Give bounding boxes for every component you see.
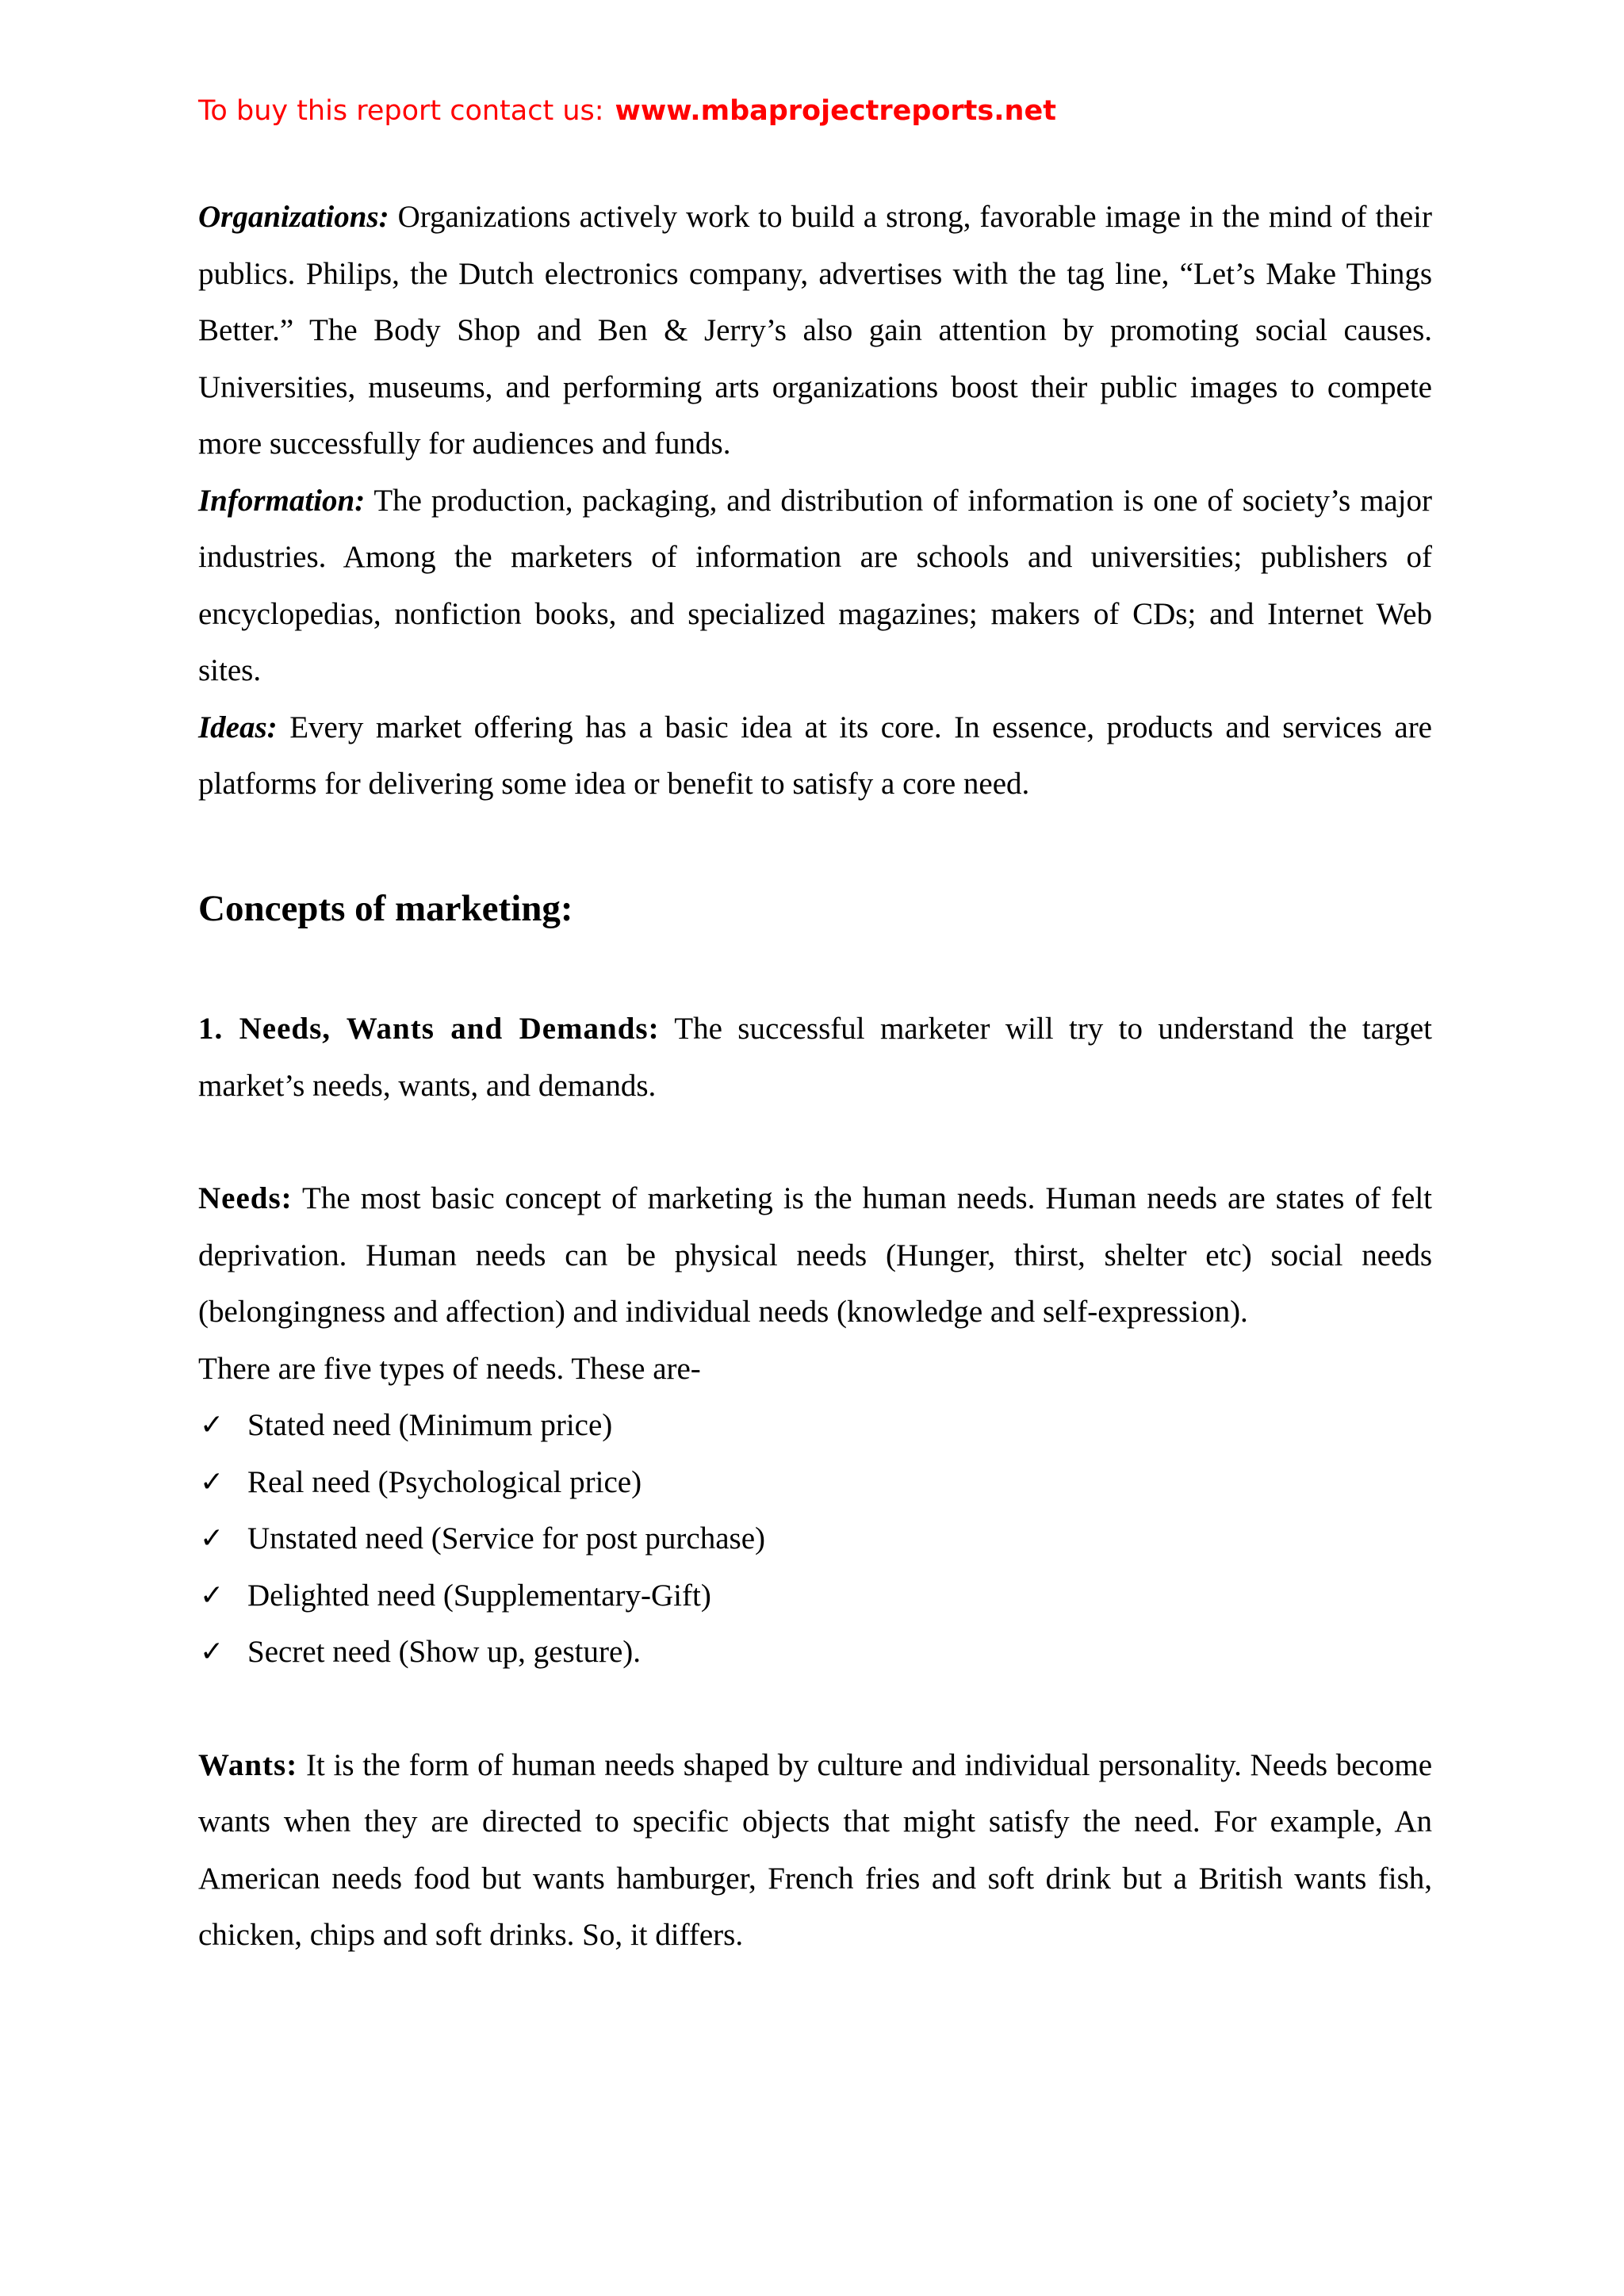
term-ideas: Ideas: — [198, 710, 278, 744]
header-url-link[interactable]: www.mbaprojectreports.net — [615, 95, 1056, 127]
list-item — [198, 1454, 1432, 1511]
checkmark-icon: ✓ — [200, 1522, 224, 1555]
document-body — [198, 189, 1432, 1964]
checkmark-icon: ✓ — [200, 1465, 224, 1498]
text-information: The production, packaging, and distribution of information is one of society’s major industries. Among the marketers of information are schools and universities; publishers of encyclopedias, nonfiction books, and specialized magazines; makers of CDs; and Internet Web sites. — [198, 483, 1432, 687]
text-organizations: Organizations actively work to build a strong, favorable image in the mind of their publics. Philips, the Dutch electronics company, advertises with the tag line, “Let’s Make Things Better.” The Body Shop and Ben & Jerry’s also gain attention by promoting social causes. Universities, museums, and performing arts organizations boost their public images to compete more successfully for audiences and funds. — [198, 200, 1433, 461]
term-organizations: Organizations: — [198, 200, 389, 234]
text-needs-wants-demands: The successful marketer will try to understand the target market’s needs, wants, and demands. — [198, 1012, 1432, 1103]
list-item — [198, 1624, 1432, 1681]
list-item — [198, 1397, 1432, 1454]
paragraph-information — [198, 473, 1432, 699]
text-ideas: Every market offering has a basic idea at its core. In essence, products and services are platforms for delivering some idea or benefit to satisfy a core need. — [198, 710, 1432, 801]
list-item-text: Secret need (Show up, gesture). — [247, 1635, 642, 1669]
spacer — [198, 1114, 1432, 1170]
paragraph-ideas — [198, 699, 1432, 813]
needs-types-intro: There are five types of needs. These are- — [198, 1351, 701, 1386]
paragraph-needs — [198, 1170, 1432, 1341]
section-heading-concepts: Concepts of marketing: — [198, 887, 573, 929]
list-item-text: Delighted need (Supplementary-Gift) — [247, 1578, 711, 1613]
text-needs: The most basic concept of marketing is the human needs. Human needs are states of felt deprivation. Human needs can be physical needs (Hunger, thirst, shelter etc) social needs (belongingness and affection) and individual needs (knowledge and self-expression). — [198, 1181, 1432, 1329]
list-item — [198, 1567, 1432, 1624]
paragraph-wants — [198, 1737, 1432, 1964]
spacer — [198, 1681, 1432, 1737]
checkmark-icon: ✓ — [200, 1636, 224, 1668]
list-item — [198, 1510, 1432, 1567]
list-item-text: Stated need (Minimum price) — [247, 1408, 613, 1442]
text-wants: It is the form of human needs shaped by culture and individual personality. Needs become wants when they are directed to specific objects that might satisfy the need. For example, An American needs food but wants hamburger, French fries and soft drink but a British wants fish, chicken, chips and soft drinks. So, it differs. — [198, 1747, 1433, 1952]
paragraph-needs-wants-demands — [198, 1001, 1432, 1114]
term-needs: Needs: — [198, 1181, 293, 1215]
page-header — [198, 95, 1056, 127]
checkmark-icon: ✓ — [200, 1409, 224, 1441]
term-information: Information: — [198, 483, 366, 518]
spacer — [198, 813, 1432, 881]
checkmark-icon: ✓ — [200, 1578, 224, 1612]
needs-types-list — [198, 1397, 1432, 1681]
header-prefix: To buy this report contact us: — [198, 95, 604, 127]
list-item-text: Unstated need (Service for post purchase) — [247, 1521, 766, 1556]
paragraph-organizations — [198, 189, 1432, 473]
term-wants: Wants: — [198, 1747, 298, 1782]
spacer — [198, 937, 1432, 1001]
list-item-text: Real need (Psychological price) — [247, 1464, 642, 1499]
term-needs-wants-demands: 1. Needs, Wants and Demands: — [198, 1012, 660, 1046]
